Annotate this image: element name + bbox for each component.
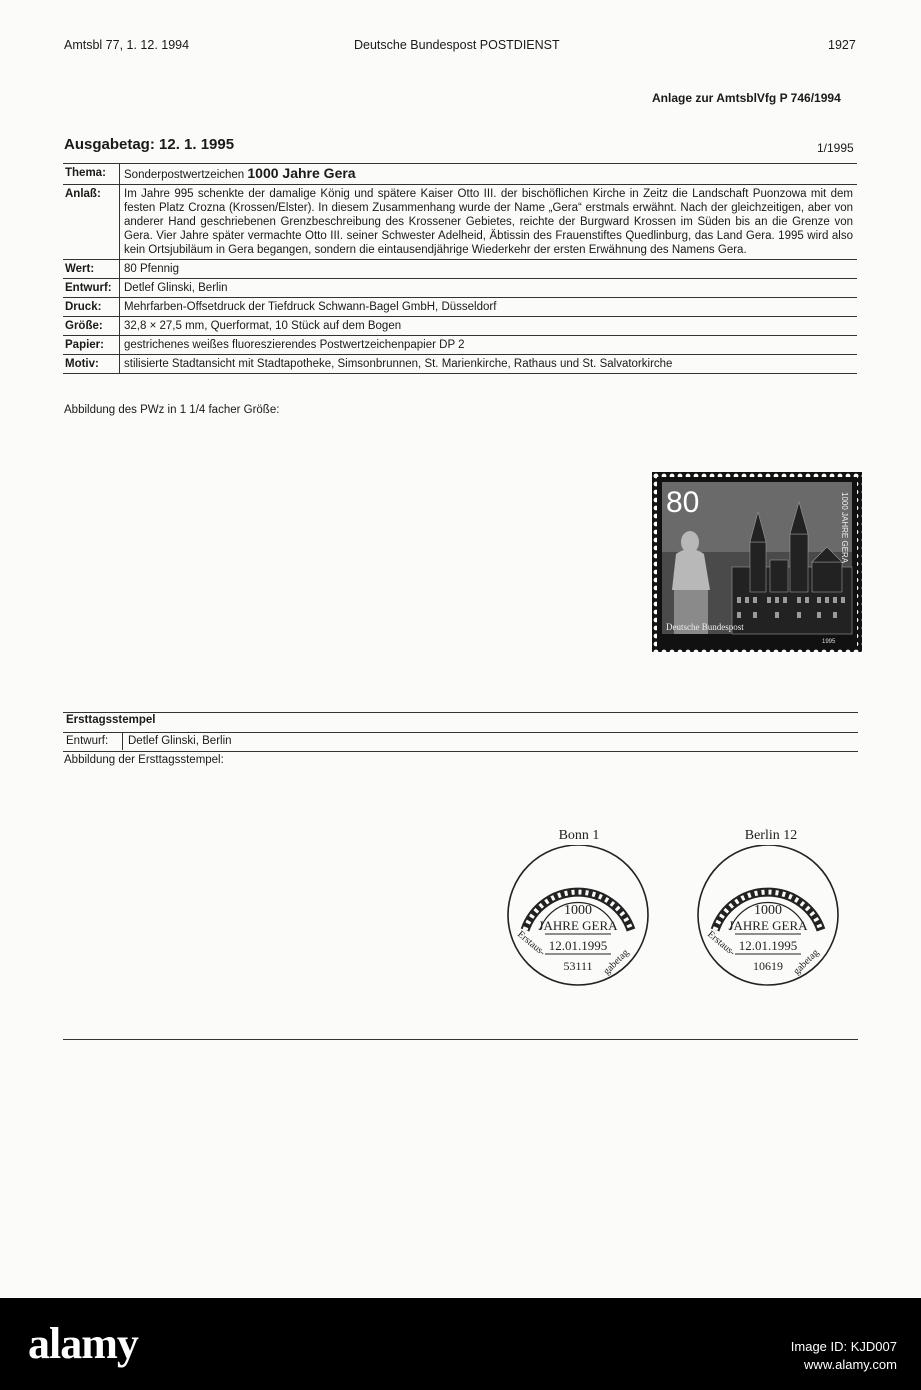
stamp-side-text: 1000 JAHRE GERA bbox=[840, 492, 849, 564]
page-end-rule bbox=[63, 1039, 858, 1040]
groesse-label: Größe: bbox=[63, 317, 120, 336]
row-druck bbox=[63, 298, 857, 317]
stamp-bottom-text: Deutsche Bundespost bbox=[666, 622, 744, 632]
issue-number: 1/1995 bbox=[817, 141, 854, 155]
section-rule-top bbox=[63, 712, 858, 713]
stamp-value: 80 bbox=[666, 486, 700, 519]
thema-label: Thema: bbox=[63, 164, 120, 185]
postmark-date: 12.01.1995 bbox=[738, 938, 798, 953]
postmark-berlin bbox=[693, 815, 843, 993]
ersttag-divider bbox=[122, 733, 123, 750]
postmark-line2: JAHRE GERA bbox=[728, 918, 808, 933]
postmark-date: 12.01.1995 bbox=[548, 938, 608, 953]
wert-value: 80 Pfennig bbox=[120, 260, 858, 279]
postmark-line1: 1000 bbox=[564, 903, 592, 918]
row-thema bbox=[63, 164, 857, 185]
stamp-year: 1995 bbox=[822, 639, 836, 645]
druck-value: Mehrfarben-Offsetdruck der Tiefdruck Schwann-Bagel GmbH, Düsseldorf bbox=[120, 298, 858, 317]
postmark-ring-right: gabetag bbox=[601, 947, 632, 978]
header-left: Amtsbl 77, 1. 12. 1994 bbox=[64, 38, 190, 52]
postmark-bonn bbox=[503, 815, 653, 993]
anlass-text: Im Jahre 995 schenkte der damalige König und spätere Kaiser Otto III. der bischöflichen Kirche in Zeitz die Landschaft Puonzowa mit dem festen Platz Crozna (Krossen/Elster). In diesem Zusammenhang wurde der Name „Gera“ erstmals erwähnt. Nach der gleichzeitigen, aber von anderer Hand geschriebenen Grenzbeschreibung des Krossener Gebietes, reichte der Burgward Krossen im Süden bis an die Grenze von Gera. Vier Jahre später vermachte Otto III. seiner Schwester Adelheid, Äbtissin des Frauenstiftes Quedlinburg, das Land Gera. 1995 wird also kein Ortsjubiläum in Gera begangen, sondern die eintausendjährige Wiederkehr der ersten Erwähnung des Namens Gera. bbox=[120, 185, 858, 260]
postmark-city: Bonn 1 bbox=[558, 828, 600, 843]
section-rule-mid bbox=[63, 732, 858, 733]
thema-title: 1000 Jahre Gera bbox=[247, 165, 356, 181]
postmark-ring-left: Erstaus- bbox=[705, 928, 738, 959]
entwurf-label: Entwurf: bbox=[63, 279, 120, 298]
motiv-label: Motiv: bbox=[63, 355, 120, 374]
stamp-spec-table bbox=[63, 163, 857, 374]
issue-date-line bbox=[64, 136, 234, 153]
postmark-postcode: 10619 bbox=[753, 959, 783, 973]
watermark-logo: alamy bbox=[28, 1319, 138, 1368]
ersttag-entwurf-label: Entwurf: bbox=[66, 735, 109, 747]
postmark-city: Berlin 12 bbox=[744, 828, 798, 843]
ersttag-title: Ersttagsstempel bbox=[66, 714, 156, 726]
header-page-number: 1927 bbox=[828, 38, 856, 52]
issue-label: Ausgabetag: bbox=[64, 136, 155, 153]
anlass-label: Anlaß: bbox=[63, 185, 120, 260]
header-annex: Anlage zur AmtsblVfg P 746/1994 bbox=[652, 91, 841, 105]
ersttag-entwurf-value: Detlef Glinski, Berlin bbox=[128, 735, 232, 747]
thema-value bbox=[120, 164, 858, 185]
postmark-line1: 1000 bbox=[754, 903, 782, 918]
papier-value: gestrichenes weißes fluoreszierendes Postwertzeichenpapier DP 2 bbox=[120, 336, 858, 355]
watermark-footer-bar bbox=[0, 1298, 921, 1390]
wert-label: Wert: bbox=[63, 260, 120, 279]
druck-label: Druck: bbox=[63, 298, 120, 317]
row-entwurf bbox=[63, 279, 857, 298]
issue-date: 12. 1. 1995 bbox=[159, 136, 235, 153]
row-papier bbox=[63, 336, 857, 355]
row-anlass bbox=[63, 185, 857, 260]
header-center: Deutsche Bundespost POSTDIENST bbox=[354, 38, 560, 52]
motiv-value: stilisierte Stadtansicht mit Stadtapotheke, Simsonbrunnen, St. Marienkirche, Rathaus und St. Salvatorkirche bbox=[120, 355, 858, 374]
row-motiv bbox=[63, 355, 857, 374]
watermark-image-id: Image ID: KJD007 bbox=[790, 1339, 897, 1354]
postmark-line2: JAHRE GERA bbox=[538, 918, 618, 933]
section-rule-bottom bbox=[63, 751, 858, 752]
watermark-info bbox=[791, 1338, 897, 1374]
ersttag-caption: Abbildung der Ersttagsstempel: bbox=[64, 754, 224, 766]
thema-prefix: Sonderpostwertzeichen bbox=[124, 169, 245, 181]
row-wert bbox=[63, 260, 857, 279]
watermark-site: www.alamy.com bbox=[804, 1357, 897, 1372]
entwurf-value: Detlef Glinski, Berlin bbox=[120, 279, 858, 298]
stamp-image bbox=[652, 472, 862, 652]
groesse-value: 32,8 × 27,5 mm, Querformat, 10 Stück auf dem Bogen bbox=[120, 317, 858, 336]
papier-label: Papier: bbox=[63, 336, 120, 355]
postmark-ring-right: gabetag bbox=[791, 947, 822, 978]
postmark-ring-left: Erstaus- bbox=[515, 928, 548, 959]
postmark-postcode: 53111 bbox=[563, 959, 593, 973]
stamp-caption: Abbildung des PWz in 1 1/4 facher Größe: bbox=[64, 404, 280, 416]
row-groesse bbox=[63, 317, 857, 336]
